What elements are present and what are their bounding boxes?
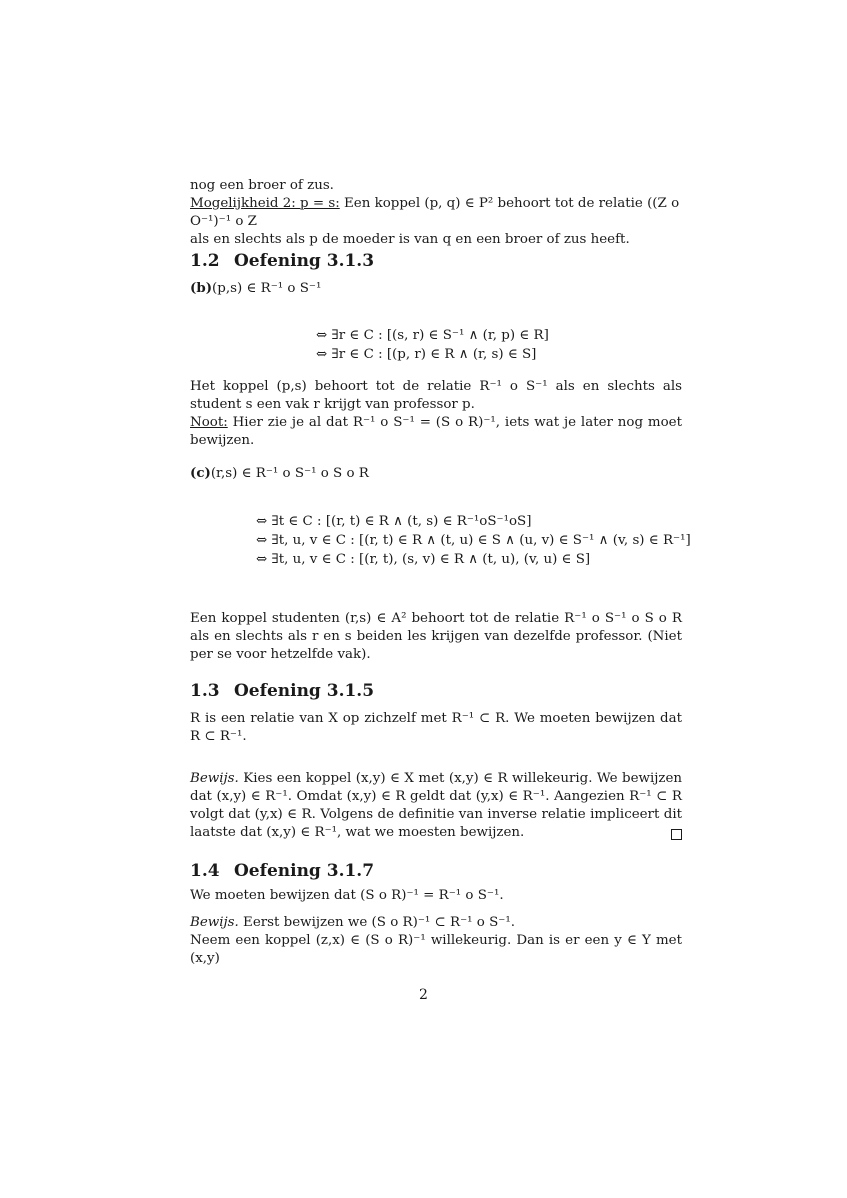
- part-c-label-line: [190, 464, 682, 483]
- proof-paragraph: [190, 770, 682, 842]
- part-c-expression: (r,s) ∈ R⁻¹ o S⁻¹ o S o R: [210, 466, 369, 481]
- proof-text: Eerst bewijzen we (S o R)⁻¹ ⊂ R⁻¹ o S⁻¹.: [238, 915, 515, 930]
- mogelijkheid-label: Mogelijkheid 2: p = s:: [190, 196, 340, 211]
- section-1-4-intro: [190, 887, 682, 905]
- part-c-paragraph: Een koppel studenten (r,s) ∈ A² behoort tot de relatie R⁻¹ o S⁻¹ o S o R als en slechts als r en s beiden les krijgen van dezelfde professor. (Niet per se voor hetzelfde vak).: [190, 611, 682, 662]
- proof-label: Bewijs.: [190, 915, 239, 930]
- proof-label: Bewijs.: [190, 771, 239, 786]
- equation-line: ⇔ ∃t, u, v ∈ C : [(r, t), (s, v) ∈ R ∧ (t, u), (v, u) ∈ S]: [256, 552, 591, 567]
- section-title: Oefening 3.1.7: [234, 861, 375, 881]
- intro-block: [190, 177, 682, 249]
- part-b-explanation: [190, 378, 682, 450]
- noot-text: Hier zie je al dat R⁻¹ o S⁻¹ = (S o R)⁻¹, iets wat je later nog moet bewijzen.: [190, 415, 682, 448]
- section-title: Oefening 3.1.5: [234, 681, 375, 701]
- part-c-explanation: [190, 610, 682, 664]
- equation-line: ⇔ ∃t ∈ C : [(r, t) ∈ R ∧ (t, s) ∈ R⁻¹oS⁻¹oS]: [256, 514, 532, 529]
- section-number: 1.3: [190, 681, 220, 701]
- proof-last-line: Neem een koppel (z,x) ∈ (S o R)⁻¹ willekeurig. Dan is er een y ∈ Y met (x,y): [190, 933, 682, 966]
- proof-1-3: [190, 770, 682, 842]
- section-1-4-paragraph: We moeten bewijzen dat (S o R)⁻¹ = R⁻¹ o S⁻¹.: [190, 888, 504, 903]
- noot-paragraph: [190, 414, 682, 450]
- mogelijkheid-line: [190, 195, 682, 231]
- page-number: 2: [419, 987, 428, 1003]
- section-heading-1-3: [190, 680, 374, 702]
- intro-conclusion: als en slechts als p de moeder is van q en een broer of zus heeft.: [190, 232, 630, 247]
- proof-text: Kies een koppel (x,y) ∈ X met (x,y) ∈ R willekeurig. We bewijzen dat (x,y) ∈ R⁻¹. Omdat (x,y) ∈ R geldt dat (y,x) ∈ R⁻¹. Aangezien R⁻¹ ⊂ R volgt dat (y,x) ∈ R. Volgens de definitie van inverse relatie impliceert dit laatste dat (x,y) ∈ R⁻¹, wat we moesten bewijzen.: [190, 771, 682, 840]
- section-1-3-intro: [190, 710, 682, 746]
- section-1-3-paragraph: R is een relatie van X op zichzelf met R⁻¹ ⊂ R. We moeten bewijzen dat R ⊂ R⁻¹.: [190, 711, 682, 744]
- equation-line: ⇔ ∃r ∈ C : [(s, r) ∈ S⁻¹ ∧ (r, p) ∈ R]: [316, 328, 549, 343]
- section-number: 1.2: [190, 251, 220, 271]
- section-heading-1-2: [190, 250, 374, 272]
- equation-b: [316, 326, 549, 364]
- equation-line: ⇔ ∃r ∈ C : [(p, r) ∈ R ∧ (r, s) ∈ S]: [316, 347, 537, 362]
- part-b-label-line: [190, 279, 682, 298]
- noot-label: Noot:: [190, 415, 228, 430]
- part-c-label: (c): [190, 465, 211, 481]
- equation-line: ⇔ ∃t, u, v ∈ C : [(r, t) ∈ R ∧ (t, u) ∈ S ∧ (u, v) ∈ S⁻¹ ∧ (v, s) ∈ R⁻¹]: [256, 533, 691, 548]
- qed-square-icon: [671, 829, 682, 840]
- part-b-paragraph: Het koppel (p,s) behoort tot de relatie R⁻¹ o S⁻¹ als en slechts als student s een vak r krijgt van professor p.: [190, 379, 682, 412]
- section-heading-1-4: [190, 860, 374, 882]
- part-b-label: (b): [190, 280, 213, 296]
- part-b-expression: (p,s) ∈ R⁻¹ o S⁻¹: [212, 281, 322, 296]
- intro-line: nog een broer of zus.: [190, 178, 334, 193]
- section-number: 1.4: [190, 861, 220, 881]
- proof-paragraph: [190, 914, 682, 932]
- section-title: Oefening 3.1.3: [234, 251, 375, 271]
- proof-1-4: [190, 914, 682, 968]
- mogelijkheid-text: Een koppel (p, q) ∈ P² behoort tot de relatie ((Z o O⁻¹)⁻¹ o Z: [190, 196, 680, 229]
- equation-c: [256, 512, 691, 569]
